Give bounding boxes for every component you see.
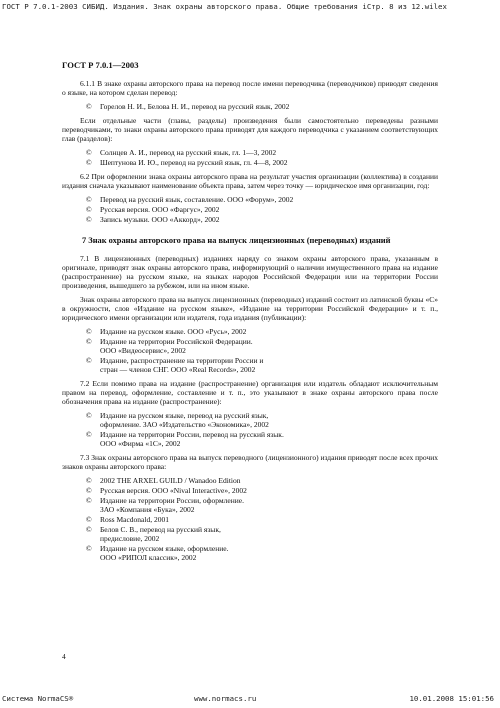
copyright-list — [62, 327, 438, 374]
copyright-entry-text: Запись музыки. ООО «Аккорд», 2002 — [100, 215, 220, 224]
copyright-entry — [86, 195, 438, 204]
copyright-sign-icon: © — [86, 148, 92, 157]
copyright-list — [62, 148, 438, 167]
section-7-heading: 7 Знак охраны авторского права на выпуск лицензионных (переводных) изданий — [82, 236, 391, 245]
copyright-list — [62, 102, 438, 111]
copyright-list — [62, 476, 438, 562]
copyright-entry-text: Издание на русском языке, оформление. ООО «РИПОЛ классик», 2002 — [100, 544, 229, 562]
copyright-entry — [86, 476, 438, 485]
paragraph-7-3: 7.3 Знак охраны авторского права на выпуск переводного (лицензионного) издания приводят после всех прочих знаков охраны авторского права: — [62, 453, 438, 471]
copyright-entry — [86, 496, 438, 514]
copyright-entry — [86, 102, 438, 111]
copyright-list — [62, 411, 438, 448]
print-footer — [2, 694, 498, 704]
copyright-entry — [86, 148, 438, 157]
copyright-sign-icon: © — [86, 337, 92, 346]
copyright-sign-icon: © — [86, 327, 92, 336]
copyright-sign-icon: © — [86, 102, 92, 111]
paragraph-6-1-1: 6.1.1 В знаке охраны авторского права на перевод после имени переводчика (переводчиков) приводят сведения о языке, на котором сделан перевод: — [62, 79, 438, 97]
footer-system: Система NormaCS® — [2, 694, 74, 703]
copyright-entry-text: Солнцев А. И., перевод на русский язык, гл. 1—3, 2002 — [100, 148, 277, 157]
footer-url: www.normacs.ru — [194, 694, 257, 703]
copyright-sign-icon: © — [86, 496, 92, 505]
print-header: ГОСТ Р 7.0.1-2003 СИБИД. Издания. Знак охраны авторского права. Общие требования iСтр. 8 из 12.wilex — [2, 2, 447, 11]
copyright-entry — [86, 158, 438, 167]
copyright-sign-icon: © — [86, 195, 92, 204]
copyright-entry — [86, 544, 438, 562]
copyright-entry — [86, 515, 438, 524]
copyright-sign-icon: © — [86, 486, 92, 495]
copyright-entry-text: Издание на русском языке, перевод на русский язык, оформление. ЗАО «Издательство «Экономика», 2002 — [100, 411, 269, 429]
copyright-sign-icon: © — [86, 215, 92, 224]
copyright-entry-text: Перевод на русский язык, составление. ООО «Форум», 2002 — [100, 195, 294, 204]
copyright-entry-text: Ross Macdonald, 2001 — [100, 515, 169, 524]
copyright-entry-text: Издание на территории России, оформление. ЗАО «Компания «Бука», 2002 — [100, 496, 244, 514]
copyright-sign-icon: © — [86, 525, 92, 534]
copyright-sign-icon: © — [86, 544, 92, 553]
paragraph-sign-composition: Знак охраны авторского права на выпуск лицензионных (переводных) изданий состоит из латинской буквы «С» в окружности, слов «Издание на русском языке», «Издание на территории Российской Федерации» и т. п., юридического имени организации или издателя, года издания (публикации): — [62, 295, 438, 322]
copyright-entry-text: Издание на территории Российской Федерации. ООО «Видеосервис», 2002 — [100, 337, 253, 355]
copyright-entry-text: Русская версия. ООО «Nival Interactive», 2002 — [100, 486, 247, 495]
copyright-sign-icon: © — [86, 158, 92, 167]
copyright-entry — [86, 356, 438, 374]
copyright-entry-text: Белов С. В., перевод на русский язык, предисловие, 2002 — [100, 525, 221, 543]
copyright-entry-text: Горелов Н. И., Белова Н. И., перевод на русский язык, 2002 — [100, 102, 290, 111]
copyright-entry-text: Издание на русском языке. ООО «Русь», 2002 — [100, 327, 247, 336]
copyright-entry-text: Русская версия. ООО «Фаргус», 2002 — [100, 205, 220, 214]
copyright-entry-text: Шептунова И. Ю., перевод на русский язык, гл. 4—8, 2002 — [100, 158, 288, 167]
copyright-entry — [86, 525, 438, 543]
copyright-entry — [86, 411, 438, 429]
paragraph-translators: Если отдельные части (главы, разделы) произведения были самостоятельно переведены разными переводчиками, то знаки охраны авторского права приводят для каждого переводчика с указанием соответствующих глав (разделов): — [62, 116, 438, 143]
copyright-entry — [86, 486, 438, 495]
copyright-entry — [86, 337, 438, 355]
copyright-sign-icon: © — [86, 476, 92, 485]
footer-timestamp: 10.01.2008 15:01:56 — [409, 694, 494, 703]
copyright-entry-text: Издание на территории России, перевод на русский язык. ООО «Фирма «1С», 2002 — [100, 430, 284, 448]
copyright-sign-icon: © — [86, 515, 92, 524]
document-body — [62, 79, 438, 567]
copyright-entry — [86, 215, 438, 224]
copyright-sign-icon: © — [86, 205, 92, 214]
paragraph-6-2: 6.2 При оформлении знака охраны авторского права на результат участия организации (коллектива) в создании издания сначала указывают наименование объекта права, затем через точку — юридическое имя организации, год: — [62, 172, 438, 190]
copyright-sign-icon: © — [86, 430, 92, 439]
copyright-entry — [86, 430, 438, 448]
paragraph-7-1: 7.1 В лицензионных (переводных) изданиях наряду со знаком охраны авторского права, указанным в оригинале, приводят знак охраны авторского права, информирующий о наличии имущественного права на издание (распространение) на русском языке, на языках народов Российской Федерации или на территории России произведения, вышедшего за рубежом, или на ином языке. — [62, 254, 438, 290]
copyright-sign-icon: © — [86, 411, 92, 420]
document-code: ГОСТ Р 7.0.1—2003 — [62, 60, 139, 70]
copyright-entry — [86, 327, 438, 336]
copyright-entry-text: 2002 THE ARXEL GUILD / Wanadoo Edition — [100, 476, 241, 485]
page-number: 4 — [62, 652, 66, 661]
copyright-entry — [86, 205, 438, 214]
paragraph-7-2: 7.2 Если помимо права на издание (распространение) организация или издатель обладают исключительным правом на перевод, оформление, составление и т. п., это указывают в знаке охраны авторского права после обозначения права на издание (распространение): — [62, 379, 438, 406]
copyright-sign-icon: © — [86, 356, 92, 365]
copyright-list — [62, 195, 438, 224]
copyright-entry-text: Издание, распространение на территории России и стран — членов СНГ. ООО «Real Records», 2002 — [100, 356, 264, 374]
